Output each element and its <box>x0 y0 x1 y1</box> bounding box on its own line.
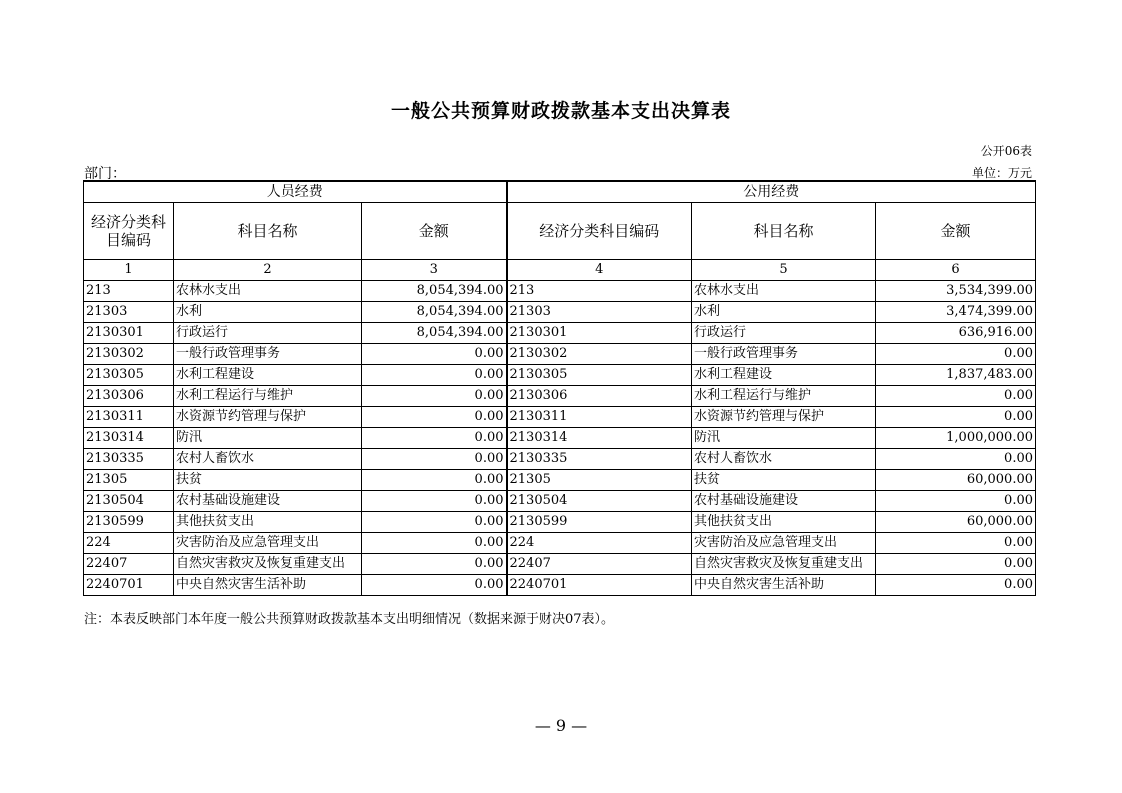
table-row <box>84 407 1036 428</box>
column-number: 5 <box>692 260 876 281</box>
left-code-cell: 2130311 <box>84 407 174 428</box>
left-code-cell: 213 <box>84 281 174 302</box>
right-amount-cell: 636,916.00 <box>876 323 1036 344</box>
right-amount-cell: 60,000.00 <box>876 470 1036 491</box>
left-amount-cell: 0.00 <box>362 428 507 449</box>
right-name-cell: 水利 <box>692 302 876 323</box>
unit-label: 单位：万元 <box>971 166 1032 180</box>
right-code-cell: 2130311 <box>507 407 692 428</box>
right-code-header: 经济分类科目编码 <box>507 203 692 260</box>
right-amount-cell: 1,000,000.00 <box>876 428 1036 449</box>
expenditure-table <box>83 180 1036 596</box>
column-number: 1 <box>84 260 174 281</box>
left-code-cell: 2240701 <box>84 575 174 596</box>
right-code-cell: 2130301 <box>507 323 692 344</box>
left-code-header: 经济分类科目编码 <box>84 203 174 260</box>
left-code-cell: 21305 <box>84 470 174 491</box>
left-amount-cell: 8,054,394.00 <box>362 281 507 302</box>
left-amount-cell: 8,054,394.00 <box>362 323 507 344</box>
left-name-cell: 自然灾害救灾及恢复重建支出 <box>174 554 362 575</box>
left-amount-cell: 0.00 <box>362 554 507 575</box>
left-code-cell: 2130302 <box>84 344 174 365</box>
right-amount-cell: 60,000.00 <box>876 512 1036 533</box>
right-amount-cell: 1,837,483.00 <box>876 365 1036 386</box>
left-amount-cell: 0.00 <box>362 533 507 554</box>
form-number: 公开06表 <box>980 144 1032 158</box>
right-name-cell: 农村人畜饮水 <box>692 449 876 470</box>
right-name-cell: 自然灾害救灾及恢复重建支出 <box>692 554 876 575</box>
right-amount-cell: 0.00 <box>876 554 1036 575</box>
left-code-cell: 2130314 <box>84 428 174 449</box>
right-code-cell: 2130314 <box>507 428 692 449</box>
right-code-cell: 22407 <box>507 554 692 575</box>
table-row <box>84 281 1036 302</box>
left-name-cell: 行政运行 <box>174 323 362 344</box>
right-name-cell: 其他扶贫支出 <box>692 512 876 533</box>
column-number: 3 <box>362 260 507 281</box>
left-code-cell: 2130599 <box>84 512 174 533</box>
left-name-header: 科目名称 <box>174 203 362 260</box>
left-amount-cell: 0.00 <box>362 407 507 428</box>
right-name-cell: 农村基础设施建设 <box>692 491 876 512</box>
column-number-row <box>84 260 1036 281</box>
left-code-cell: 2130305 <box>84 365 174 386</box>
department-label: 部门： <box>84 166 126 182</box>
column-number: 4 <box>507 260 692 281</box>
left-name-cell: 其他扶贫支出 <box>174 512 362 533</box>
left-name-cell: 农村基础设施建设 <box>174 491 362 512</box>
left-name-cell: 水利工程运行与维护 <box>174 386 362 407</box>
right-code-cell: 224 <box>507 533 692 554</box>
left-name-cell: 一般行政管理事务 <box>174 344 362 365</box>
right-code-cell: 213 <box>507 281 692 302</box>
table-row <box>84 323 1036 344</box>
left-amount-header: 金额 <box>362 203 507 260</box>
right-name-cell: 水利工程运行与维护 <box>692 386 876 407</box>
table-row <box>84 365 1036 386</box>
left-code-cell: 2130301 <box>84 323 174 344</box>
left-code-cell: 2130335 <box>84 449 174 470</box>
table-row <box>84 428 1036 449</box>
right-name-cell: 行政运行 <box>692 323 876 344</box>
left-code-cell: 224 <box>84 533 174 554</box>
left-amount-cell: 8,054,394.00 <box>362 302 507 323</box>
right-name-cell: 防汛 <box>692 428 876 449</box>
right-code-cell: 21305 <box>507 470 692 491</box>
column-number: 2 <box>174 260 362 281</box>
left-name-cell: 扶贫 <box>174 470 362 491</box>
right-name-cell: 农林水支出 <box>692 281 876 302</box>
right-amount-cell: 0.00 <box>876 533 1036 554</box>
table-row <box>84 491 1036 512</box>
page-number: — 9 — <box>534 716 588 735</box>
public-expense-header: 公用经费 <box>507 181 1036 203</box>
table-row <box>84 449 1036 470</box>
right-amount-header: 金额 <box>876 203 1036 260</box>
left-amount-cell: 0.00 <box>362 365 507 386</box>
left-name-cell: 水资源节约管理与保护 <box>174 407 362 428</box>
right-name-cell: 一般行政管理事务 <box>692 344 876 365</box>
left-code-cell: 2130306 <box>84 386 174 407</box>
left-amount-cell: 0.00 <box>362 575 507 596</box>
left-code-cell: 22407 <box>84 554 174 575</box>
right-name-cell: 灾害防治及应急管理支出 <box>692 533 876 554</box>
left-name-cell: 水利 <box>174 302 362 323</box>
table-row <box>84 533 1036 554</box>
right-code-cell: 2240701 <box>507 575 692 596</box>
table-row <box>84 554 1036 575</box>
left-amount-cell: 0.00 <box>362 470 507 491</box>
left-code-cell: 2130504 <box>84 491 174 512</box>
table-row <box>84 344 1036 365</box>
right-name-cell: 中央自然灾害生活补助 <box>692 575 876 596</box>
group-header-row <box>84 181 1036 203</box>
right-name-cell: 水资源节约管理与保护 <box>692 407 876 428</box>
table-row <box>84 512 1036 533</box>
right-code-cell: 2130305 <box>507 365 692 386</box>
left-name-cell: 防汛 <box>174 428 362 449</box>
right-amount-cell: 3,474,399.00 <box>876 302 1036 323</box>
left-name-cell: 水利工程建设 <box>174 365 362 386</box>
column-number: 6 <box>876 260 1036 281</box>
right-amount-cell: 0.00 <box>876 344 1036 365</box>
right-amount-cell: 0.00 <box>876 491 1036 512</box>
left-name-cell: 中央自然灾害生活补助 <box>174 575 362 596</box>
table-row <box>84 470 1036 491</box>
left-amount-cell: 0.00 <box>362 512 507 533</box>
left-code-cell: 21303 <box>84 302 174 323</box>
right-code-cell: 2130306 <box>507 386 692 407</box>
right-amount-cell: 3,534,399.00 <box>876 281 1036 302</box>
right-amount-cell: 0.00 <box>876 575 1036 596</box>
right-code-cell: 2130504 <box>507 491 692 512</box>
left-name-cell: 灾害防治及应急管理支出 <box>174 533 362 554</box>
left-amount-cell: 0.00 <box>362 491 507 512</box>
personnel-expense-header: 人员经费 <box>84 181 507 203</box>
right-amount-cell: 0.00 <box>876 407 1036 428</box>
right-amount-cell: 0.00 <box>876 449 1036 470</box>
right-name-cell: 扶贫 <box>692 470 876 491</box>
table-row <box>84 302 1036 323</box>
left-name-cell: 农村人畜饮水 <box>174 449 362 470</box>
right-code-cell: 21303 <box>507 302 692 323</box>
column-header-row <box>84 203 1036 260</box>
right-name-cell: 水利工程建设 <box>692 365 876 386</box>
right-code-cell: 2130599 <box>507 512 692 533</box>
table-row <box>84 575 1036 596</box>
table-row <box>84 386 1036 407</box>
right-code-cell: 2130302 <box>507 344 692 365</box>
right-amount-cell: 0.00 <box>876 386 1036 407</box>
left-amount-cell: 0.00 <box>362 449 507 470</box>
page-title: 一般公共预算财政拨款基本支出决算表 <box>390 100 731 122</box>
table-note: 注：本表反映部门本年度一般公共预算财政拨款基本支出明细情况（数据来源于财决07表）。 <box>84 612 615 627</box>
left-amount-cell: 0.00 <box>362 386 507 407</box>
left-name-cell: 农林水支出 <box>174 281 362 302</box>
right-code-cell: 2130335 <box>507 449 692 470</box>
right-name-header: 科目名称 <box>692 203 876 260</box>
left-amount-cell: 0.00 <box>362 344 507 365</box>
